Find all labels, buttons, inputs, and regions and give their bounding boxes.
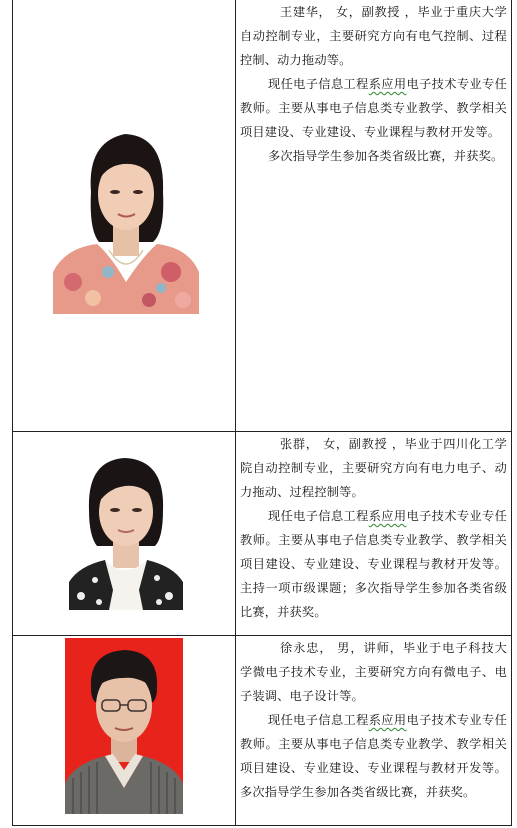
bio-paragraph-1: 王建华， 女，副教授 ，毕业于重庆大学自动控制专业，主要研究方向有电气控制、过程控制、动力拖动等。 <box>240 5 507 67</box>
bio-cell <box>236 636 511 826</box>
bio-cell <box>236 432 511 635</box>
teacher-table <box>12 0 512 826</box>
photo-cell <box>13 0 236 431</box>
teacher-photo <box>53 122 199 314</box>
teacher-photo <box>65 638 183 814</box>
photo-cell <box>13 432 236 635</box>
bio-paragraph-1: 张群， 女，副教授 ，毕业于四川化工学院自动控制专业，主要研究方向有电力电子、动力拖动、过程控制等。 <box>240 437 507 499</box>
teacher-photo <box>69 450 183 610</box>
bio-paragraph-3: 多次指导学生参加各类省级比赛，并获奖。 <box>268 149 504 163</box>
bio-paragraph-2: 现任电子信息工程系应用电子技术专业专任教师。主要从事电子信息类专业教学、教学相关项目建设、专业建设、专业课程与教材开发等。多次指导学生参加各类省级比赛，并获奖。 <box>240 713 507 799</box>
bio-cell <box>236 0 511 431</box>
teacher-row <box>13 636 511 826</box>
bio-paragraph-2: 现任电子信息工程系应用电子技术专业专任教师。主要从事电子信息类专业教学、教学相关项目建设、专业建设、专业课程与教材开发等。主持一项市级课题；多次指导学生参加各类省级比赛，并获奖。 <box>240 509 507 619</box>
bio-paragraph-1: 徐永忠， 男，讲师，毕业于电子科技大学微电子技术专业，主要研究方向有微电子、电子装调、电子设计等。 <box>240 641 507 703</box>
teacher-row <box>13 0 511 432</box>
teacher-row <box>13 432 511 636</box>
bio-paragraph-2: 现任电子信息工程系应用电子技术专业专任教师。主要从事电子信息类专业教学、教学相关项目建设、专业建设、专业课程与教材开发等。 <box>240 77 507 139</box>
photo-cell <box>13 636 236 826</box>
